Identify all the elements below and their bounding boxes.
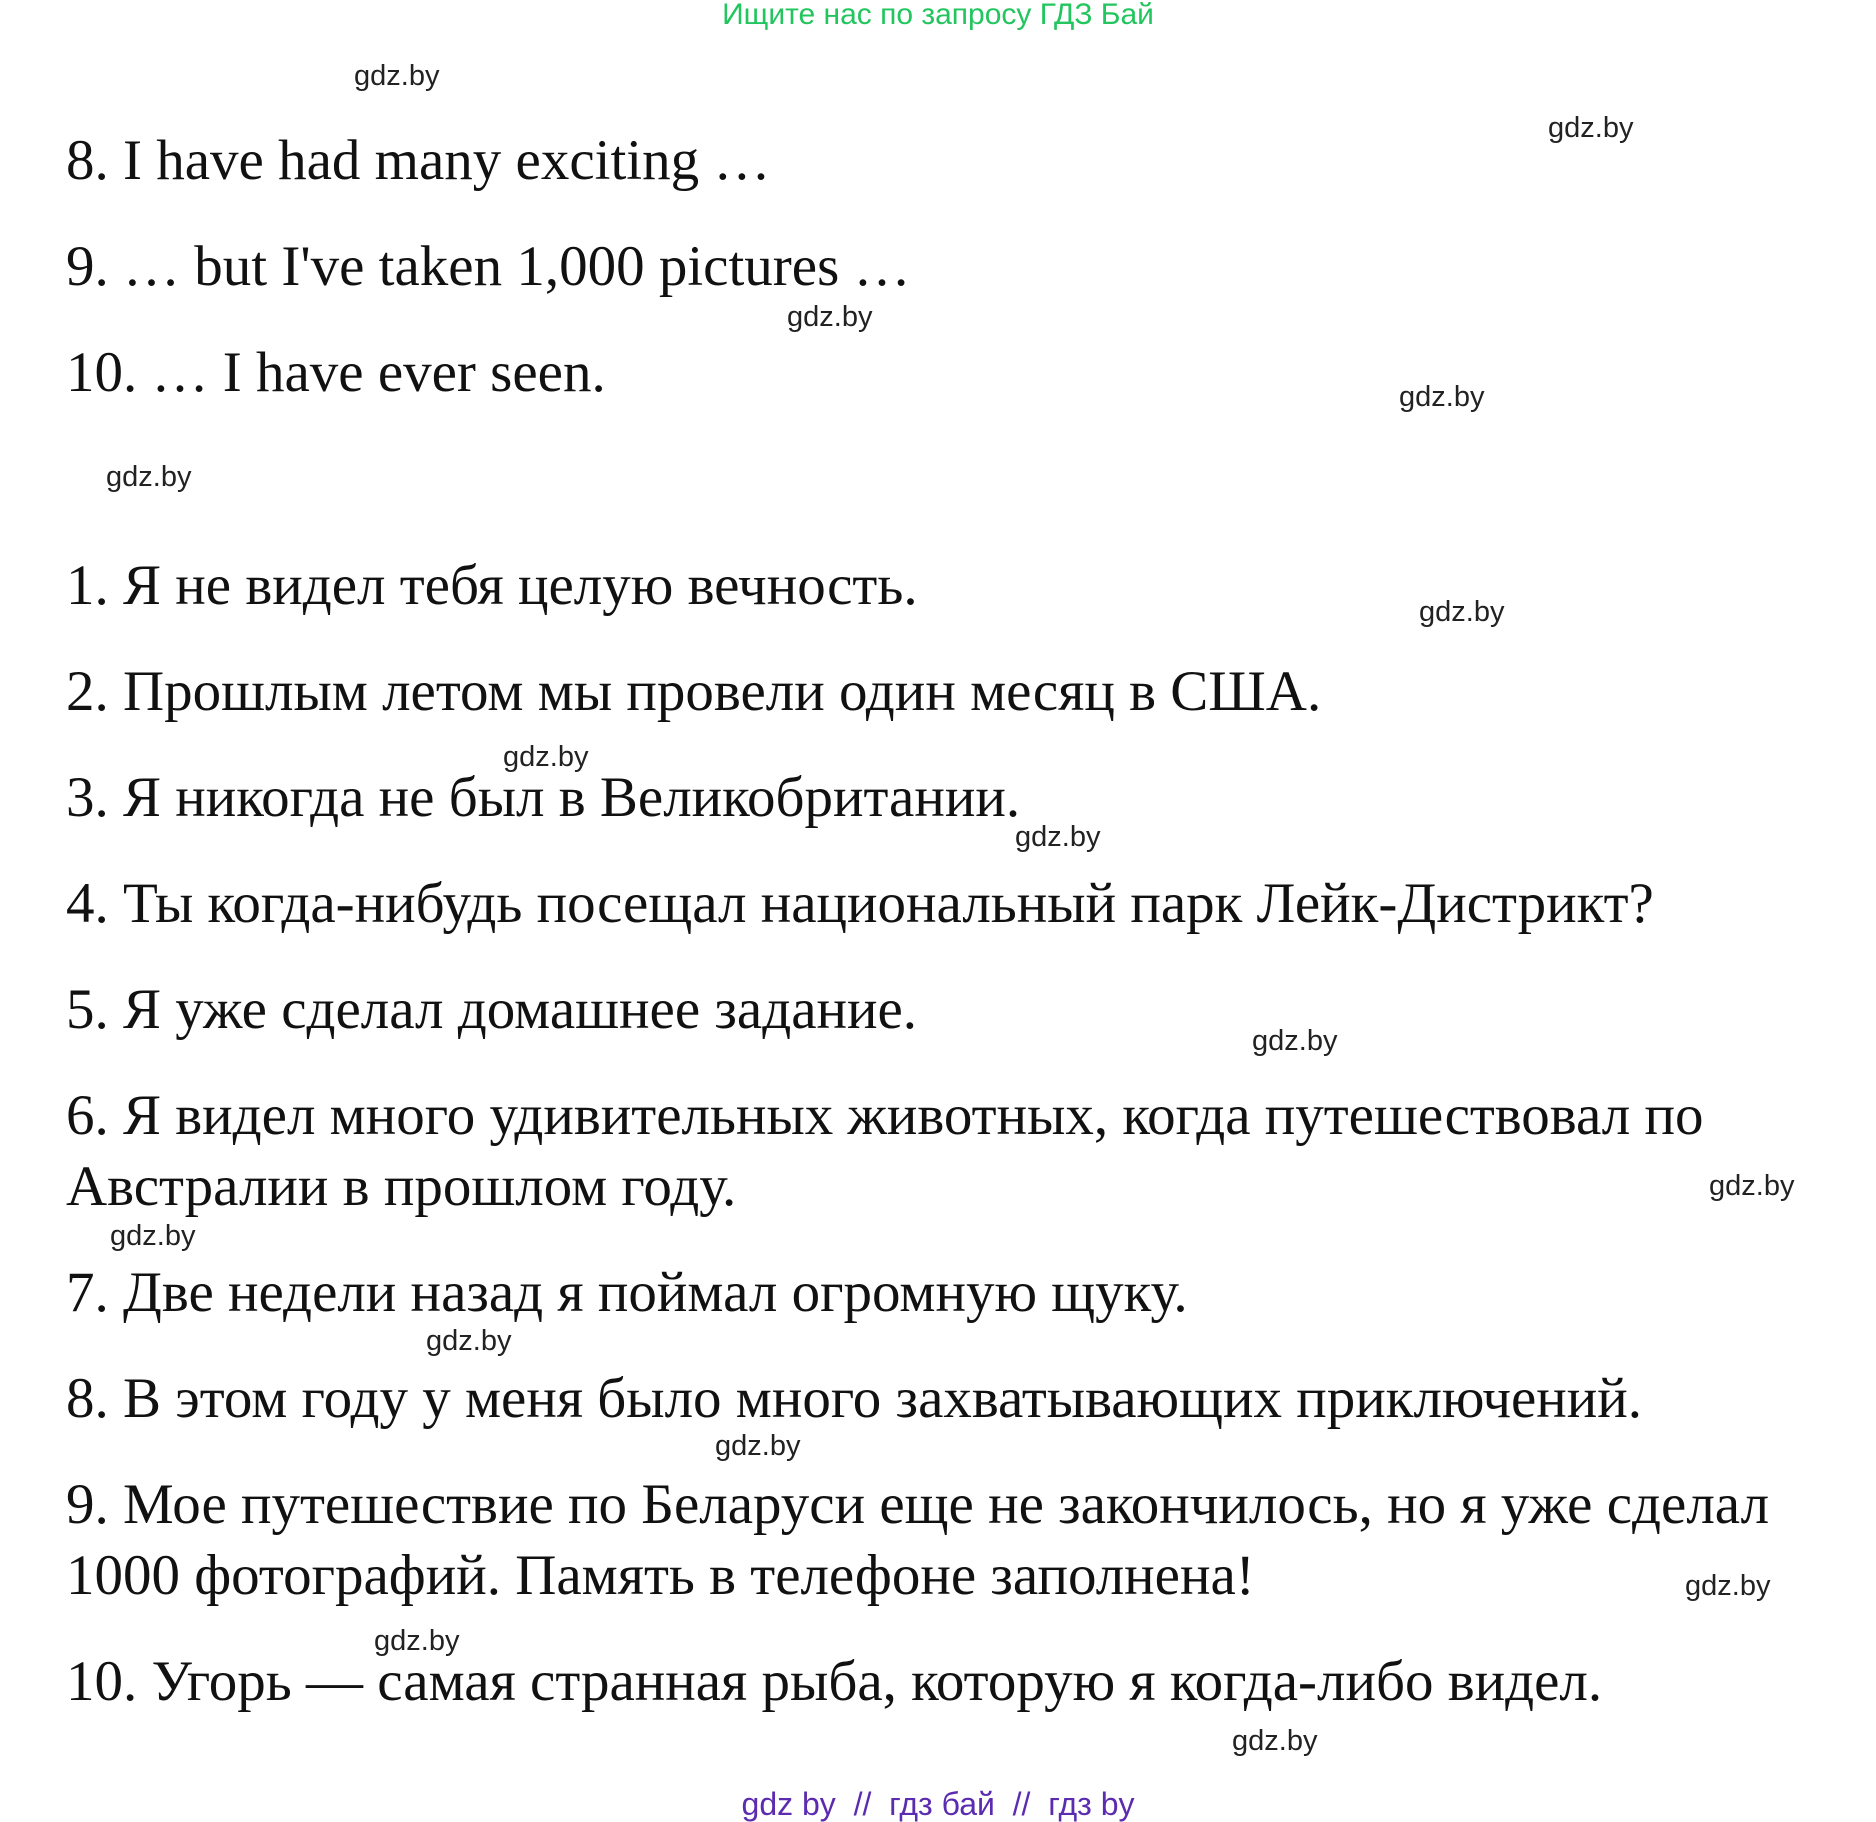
- watermark-text: gdz.by: [1232, 1725, 1318, 1757]
- watermark-text: gdz.by: [110, 1220, 196, 1252]
- sentence-line: 9. … but I've taken 1,000 pictures …: [66, 235, 911, 298]
- sentence-line: 1. Я не видел тебя целую вечность.: [66, 554, 918, 617]
- search-hint-banner: Ищите нас по запросу ГДЗ Бай: [722, 0, 1154, 31]
- sentence-line: 9. Мое путешествие по Беларуси еще не закончилось, но я уже сделал: [66, 1473, 1770, 1536]
- watermark-text: gdz.by: [426, 1325, 512, 1357]
- watermark-text: gdz.by: [354, 60, 440, 92]
- watermark-text: gdz.by: [787, 301, 873, 333]
- sentence-line: 8. В этом году у меня было много захватывающих приключений.: [66, 1367, 1643, 1430]
- watermark-text: gdz.by: [374, 1625, 460, 1657]
- sentence-line: 8. I have had many exciting …: [66, 129, 771, 192]
- sentence-line: 2. Прошлым летом мы провели один месяц в США.: [66, 660, 1322, 723]
- sentence-line: 4. Ты когда-нибудь посещал национальный парк Лейк-Дистрикт?: [66, 872, 1654, 935]
- watermark-text: gdz.by: [1709, 1170, 1795, 1202]
- sentence-line: 5. Я уже сделал домашнее задание.: [66, 978, 918, 1041]
- sentence-line: 10. Угорь — самая странная рыба, которую я когда-либо видел.: [66, 1650, 1603, 1713]
- sentence-line: 10. … I have ever seen.: [66, 341, 606, 404]
- watermark-text: gdz.by: [1252, 1025, 1338, 1057]
- watermark-text: gdz.by: [1399, 381, 1485, 413]
- sentence-line: 6. Я видел много удивительных животных, когда путешествовал по: [66, 1084, 1704, 1147]
- watermark-text: gdz.by: [1685, 1570, 1771, 1602]
- sentence-line-continuation: 1000 фотографий. Память в телефоне заполнена!: [66, 1544, 1255, 1607]
- footer-brand-links: gdz by // гдз бай // гдз by: [741, 1786, 1135, 1822]
- watermark-text: gdz.by: [503, 741, 589, 773]
- sentence-line-continuation: Австралии в прошлом году.: [66, 1155, 737, 1218]
- sentence-line: 3. Я никогда не был в Великобритании.: [66, 766, 1021, 829]
- sentence-line: 7. Две недели назад я поймал огромную щуку.: [66, 1261, 1188, 1324]
- watermark-text: gdz.by: [1015, 821, 1101, 853]
- watermark-text: gdz.by: [715, 1430, 801, 1462]
- watermark-text: gdz.by: [106, 461, 192, 493]
- watermark-text: gdz.by: [1548, 112, 1634, 144]
- watermark-text: gdz.by: [1419, 596, 1505, 628]
